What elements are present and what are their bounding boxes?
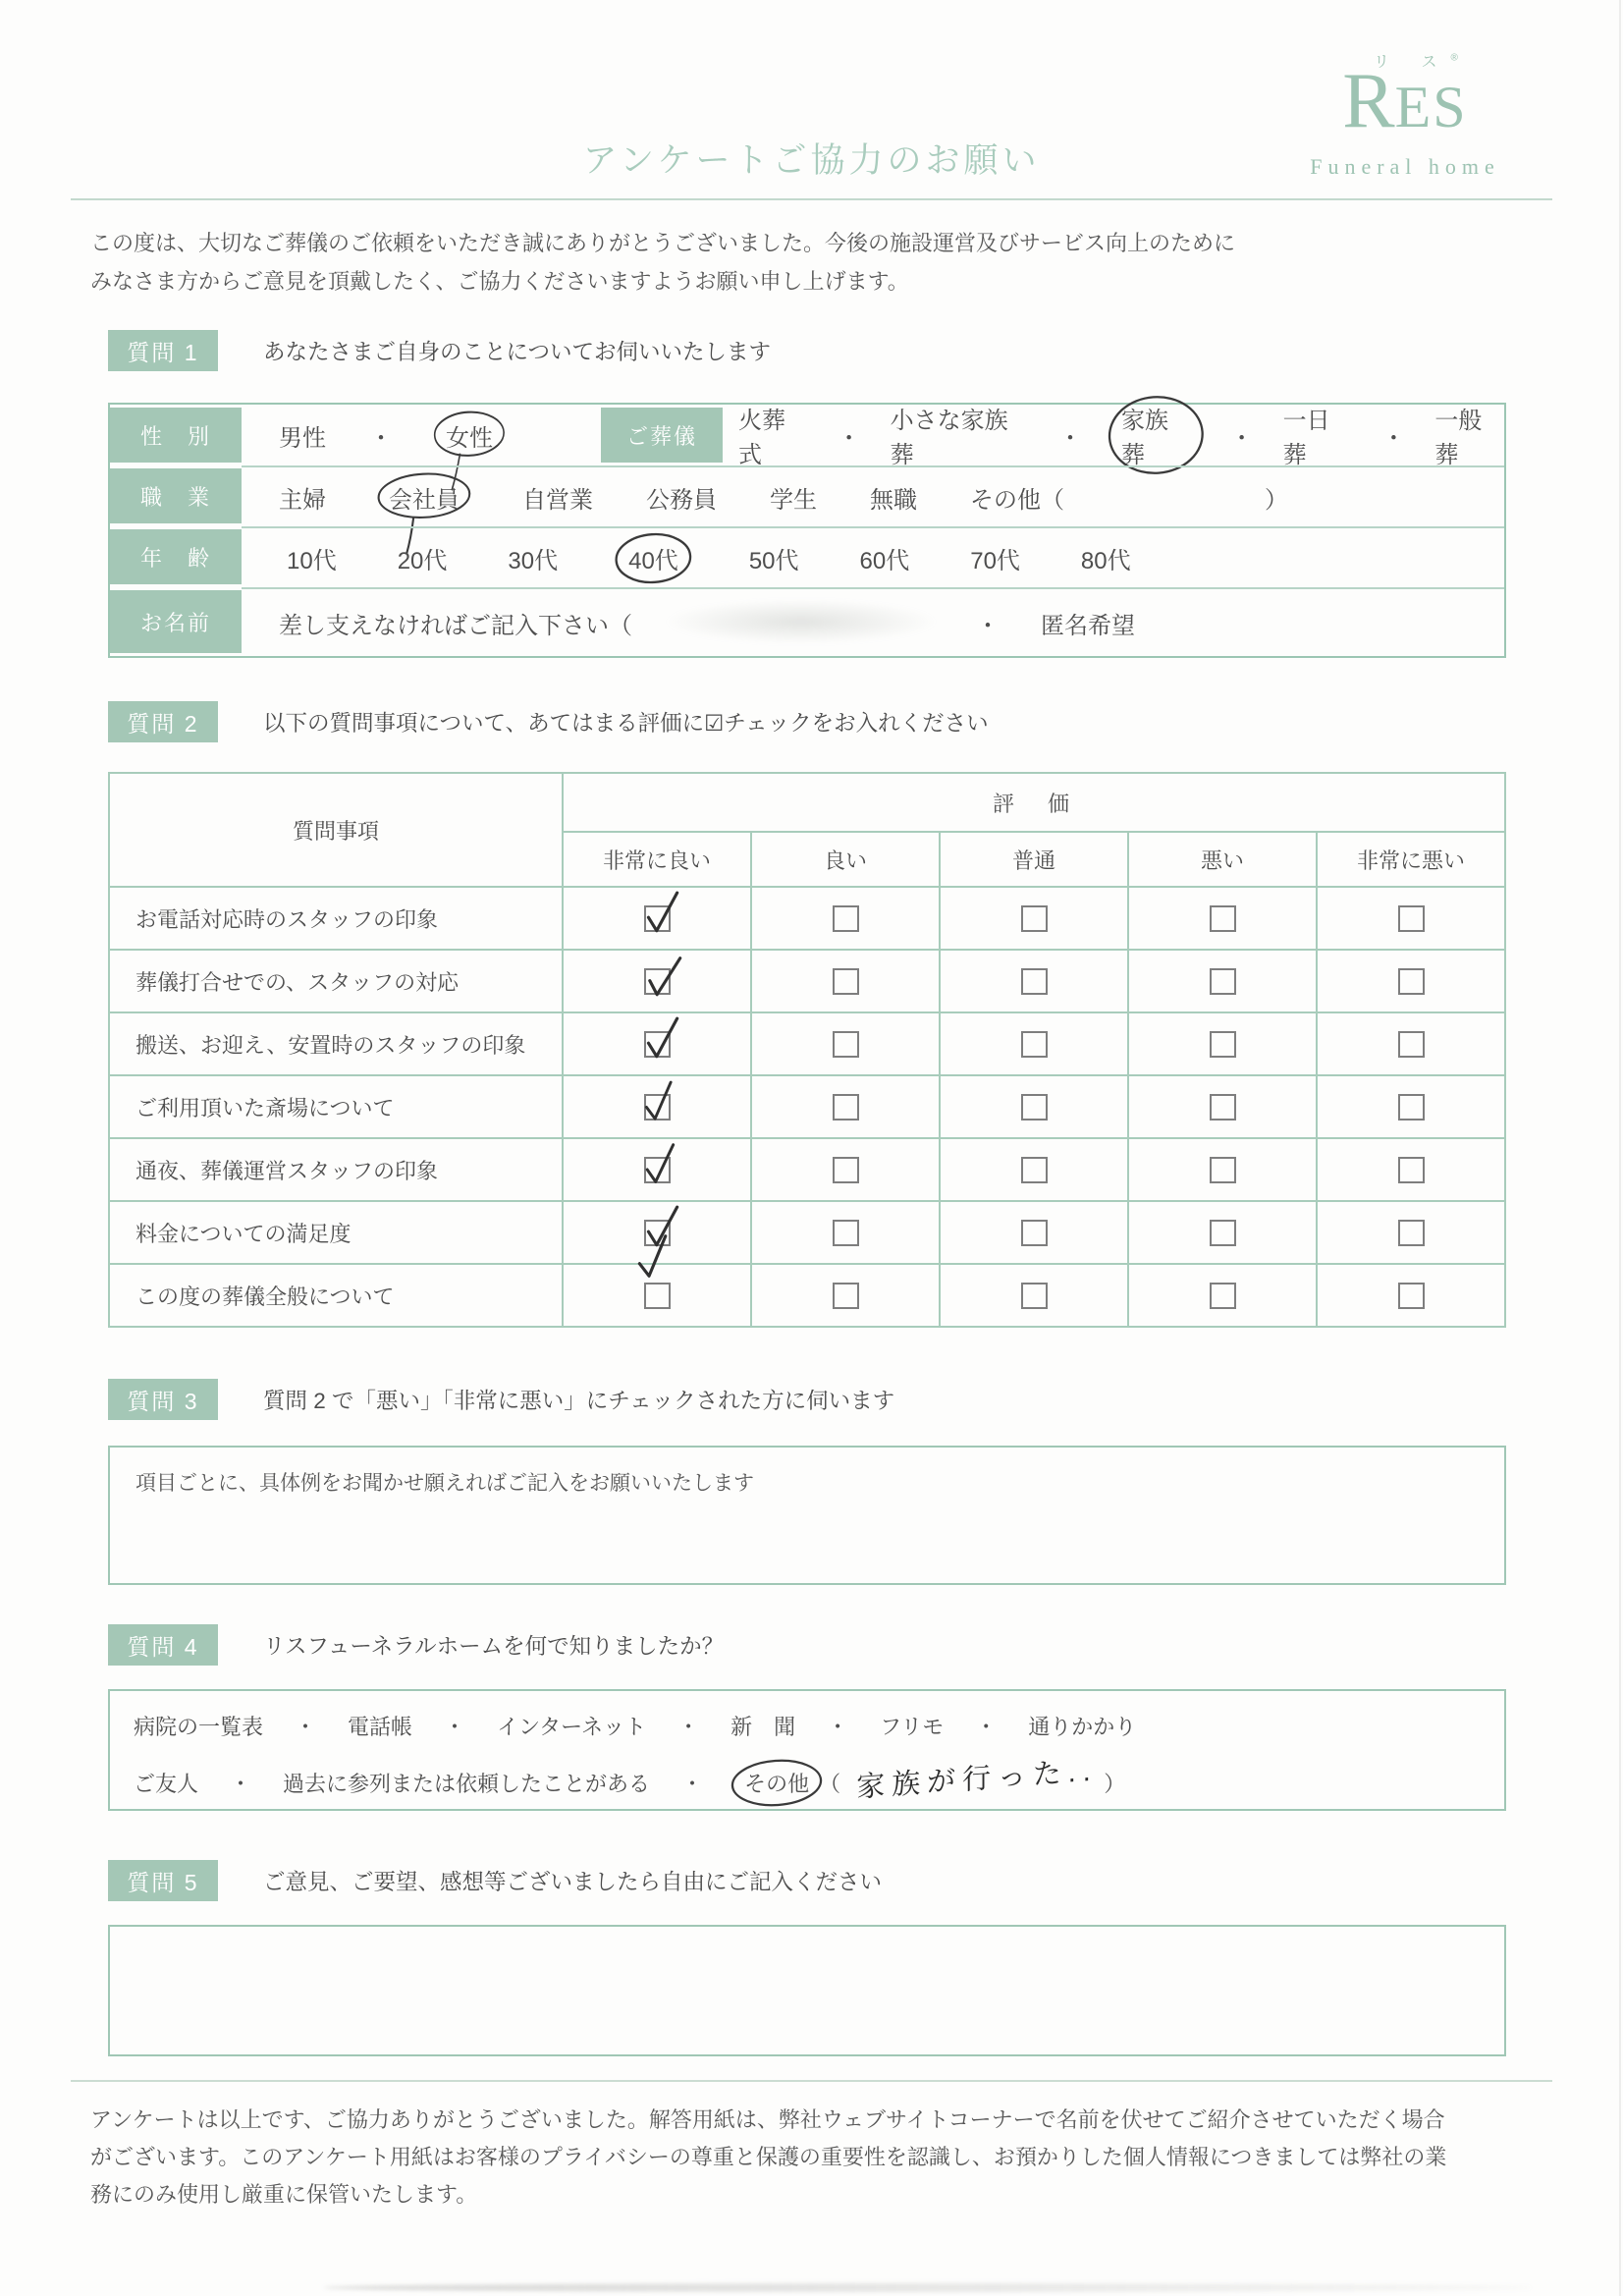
rating-cell-normal <box>940 887 1128 950</box>
name-row <box>110 587 1504 656</box>
rating-row-arrangement <box>109 950 1505 1012</box>
option-label: 家族葬 <box>1121 408 1168 468</box>
rating-cell-good <box>751 1075 940 1138</box>
handwritten-answer: 家族が行った.. <box>856 1755 1098 1804</box>
checkbox-empty <box>1398 1094 1425 1121</box>
name-label: お名前 <box>110 590 242 653</box>
q4-option-hospital-list: 病院の一覧表 <box>134 1715 264 1739</box>
age-option-80s: 80代 <box>1080 547 1131 574</box>
q4-option-past-attendance: 過去に参列または依頼したことがある <box>283 1772 651 1796</box>
funeral-option-ippanso: 一般葬 <box>1434 408 1483 468</box>
intro-line-2: みなさま方からご意見を頂戴したく、ご協力くださいますようお願い申し上げます。 <box>90 269 909 294</box>
age-option-40s-selected <box>619 535 688 581</box>
name-field <box>242 587 1504 656</box>
rating-cell-very-bad <box>1317 887 1505 950</box>
check-mark <box>643 953 683 1003</box>
checkbox-checked <box>644 905 671 932</box>
checkbox-empty <box>1021 1220 1048 1246</box>
footer-line-1: アンケートは以上です、ご協力ありがとうございました。解答用紙は、弊社ウェブサイトコーナーで名前を伏せてご紹介させていただく場合 <box>90 2107 1445 2132</box>
q4-option-furimo: フリモ <box>880 1715 945 1739</box>
question2-header <box>108 701 1623 742</box>
separator-dot: ・ <box>1381 424 1406 452</box>
separator-dot: ・ <box>681 1772 704 1796</box>
rating-header-bad: 悪い <box>1128 832 1317 887</box>
checkbox-empty <box>833 905 859 932</box>
separator-dot: ・ <box>230 1772 252 1796</box>
header-divider <box>71 198 1552 200</box>
row-label: この度の葬儀全般について <box>109 1264 563 1327</box>
age-option-30s: 30代 <box>508 547 559 574</box>
checkbox-checked <box>644 1094 671 1121</box>
age-label: 年 齢 <box>110 529 242 584</box>
question4-options-line2 <box>134 1757 1481 1809</box>
rating-cell-very-bad <box>1317 1264 1505 1327</box>
rating-cell-good <box>751 950 940 1012</box>
rating-cell-good <box>751 1201 940 1264</box>
footer-paragraph <box>90 2102 1533 2214</box>
check-mark <box>639 1078 677 1124</box>
checkbox-empty <box>1398 1031 1425 1058</box>
logo-kana <box>1374 49 1562 72</box>
question4-badge: 質問 4 <box>108 1624 218 1666</box>
rating-cell-very-bad <box>1317 950 1505 1012</box>
occupation-option-other-open: その他（ <box>970 486 1064 514</box>
age-option-10s: 10代 <box>287 547 337 574</box>
question3-heading: 質問 2 で「悪い」「非常に悪い」にチェックされた方に伺います <box>263 1389 895 1413</box>
gender-options <box>242 405 597 465</box>
q4-option-internet: インターネット <box>497 1715 647 1739</box>
question2-heading: 以下の質問事項について、あてはまる評価に☑チェックをお入れください <box>263 711 989 736</box>
occupation-row <box>110 465 1504 526</box>
scan-artifact-edge <box>1619 0 1621 2296</box>
gender-label: 性 別 <box>110 408 242 463</box>
checkbox-empty <box>833 1220 859 1246</box>
rating-cell-bad <box>1128 1138 1317 1201</box>
q4-option-other-selected <box>734 1762 819 1804</box>
rating-cell-normal <box>940 1012 1128 1075</box>
funeral-options <box>727 405 1504 468</box>
scan-artifact-bottom <box>324 2283 1532 2292</box>
separator-dot: ・ <box>976 612 1000 639</box>
rating-row-overall <box>109 1264 1505 1327</box>
q4-other-open-paren: （ <box>819 1772 841 1796</box>
q4-option-newspaper: 新 聞 <box>730 1715 796 1739</box>
question1-badge: 質問 1 <box>108 330 218 371</box>
option-label: 40代 <box>628 547 678 574</box>
question4-options-line1 <box>134 1711 1481 1741</box>
check-mark <box>643 890 680 937</box>
rating-row-phone <box>109 887 1505 950</box>
rating-cell-bad <box>1128 887 1317 950</box>
checkbox-empty <box>1210 1283 1236 1309</box>
rating-cell-bad <box>1128 1012 1317 1075</box>
occupation-option-jieigyo: 自営業 <box>522 486 593 514</box>
question2-badge: 質問 2 <box>108 701 218 742</box>
rating-cell-normal <box>940 1264 1128 1327</box>
checkbox-checked <box>644 1157 671 1183</box>
separator-dot: ・ <box>295 1715 317 1739</box>
question3-badge: 質問 3 <box>108 1379 218 1420</box>
question3-box-prompt: 項目ごとに、具体例をお聞かせ願えればご記入をお願いいたします <box>135 1472 754 1495</box>
funeral-option-chiisana-kazokuso: 小さな家族葬 <box>890 408 1008 468</box>
checkbox-empty <box>1210 1094 1236 1121</box>
question4-answer-box <box>108 1689 1506 1811</box>
rating-cell-very-good <box>563 1012 751 1075</box>
rating-cell-very-bad <box>1317 1075 1505 1138</box>
rating-cell-bad <box>1128 1264 1317 1327</box>
rating-cell-very-bad <box>1317 1012 1505 1075</box>
rating-cell-very-good <box>563 950 751 1012</box>
checkbox-empty <box>1398 905 1425 932</box>
checkbox-empty <box>833 1094 859 1121</box>
rating-header-normal: 普通 <box>940 832 1128 887</box>
question1-heading: あなたさまご自身のことについてお伺いいたします <box>263 340 772 364</box>
question5-heading: ご意見、ご要望、感想等ございましたら自由にご記入ください <box>263 1870 883 1894</box>
question1-table <box>108 403 1506 658</box>
rating-header-very-bad: 非常に悪い <box>1317 832 1505 887</box>
q4-other-close-paren: ） <box>1104 1772 1126 1796</box>
rating-header-very-good: 非常に良い <box>563 832 751 887</box>
rating-cell-bad <box>1128 1201 1317 1264</box>
question5-answer-box <box>108 1925 1506 2056</box>
rating-cell-very-good <box>563 887 751 950</box>
option-label: 会社員 <box>389 486 460 514</box>
rating-cell-good <box>751 1138 940 1201</box>
question5-header <box>108 1860 1623 1901</box>
checkbox-empty <box>1021 1031 1048 1058</box>
anonymous-option: 匿名希望 <box>1041 612 1135 639</box>
rating-cell-good <box>751 1012 940 1075</box>
checkbox-empty <box>1021 1157 1048 1183</box>
page-title: アンケートご協力のお願い <box>582 141 1041 180</box>
rating-cell-good <box>751 1264 940 1327</box>
funeral-option-ichinichiso: 一日葬 <box>1282 408 1330 468</box>
question4-header <box>108 1624 1623 1666</box>
row-label: 通夜、葬儀運営スタッフの印象 <box>109 1138 563 1201</box>
checkbox-empty <box>833 1031 859 1058</box>
separator-dot: ・ <box>837 424 861 452</box>
footer-divider <box>71 2080 1552 2082</box>
funeral-option-kazokuso-selected <box>1111 395 1201 475</box>
checkbox-checked <box>644 1031 671 1058</box>
occupation-option-shufu: 主婦 <box>279 486 326 514</box>
rating-row-venue <box>109 1075 1505 1138</box>
question5-badge: 質問 5 <box>108 1860 218 1901</box>
check-mark <box>643 1015 680 1063</box>
footer-line-2: がございます。このアンケート用紙はお客様のプライバシーの尊重と保護の重要性を認識し、お預かりした個人情報につきましては弊社の業 <box>90 2145 1447 2169</box>
footer-line-3: 務にのみ使用し厳重に保管いたします。 <box>90 2182 478 2207</box>
checkbox-empty <box>833 1283 859 1309</box>
rating-cell-normal <box>940 950 1128 1012</box>
intro-paragraph <box>90 224 1533 301</box>
rating-cell-normal <box>940 1075 1128 1138</box>
occupation-option-mushoku: 無職 <box>870 486 917 514</box>
occupation-option-kaishain-selected <box>379 474 469 520</box>
question1-header <box>108 330 1623 371</box>
column-header-rating: 評 価 <box>563 773 1505 832</box>
row-label: 搬送、お迎え、安置時のスタッフの印象 <box>109 1012 563 1075</box>
option-label: その他 <box>744 1772 810 1796</box>
gender-option-female-selected <box>436 412 503 459</box>
rating-cell-bad <box>1128 950 1317 1012</box>
checkbox-checked <box>644 968 671 995</box>
checkbox-empty <box>1398 1283 1425 1309</box>
gender-funeral-row <box>110 405 1504 468</box>
q4-option-passing-by: 通りかかり <box>1028 1715 1137 1739</box>
rating-row-wake <box>109 1138 1505 1201</box>
checkbox-empty <box>1210 1157 1236 1183</box>
row-label: 料金についての満足度 <box>109 1201 563 1264</box>
occupation-options <box>242 465 1504 526</box>
intro-line-1: この度は、大切なご葬儀のご依頼をいただき誠にありがとうございました。今後の施設運営及びサービス向上のために <box>90 231 1236 255</box>
check-mark <box>630 1232 673 1284</box>
occupation-option-gakusei: 学生 <box>770 486 817 514</box>
logo-subtitle: Funeral home <box>1310 154 1500 179</box>
row-label: お電話対応時のスタッフの印象 <box>109 887 563 950</box>
rating-cell-very-good <box>563 1264 751 1327</box>
funeral-label: ご葬儀 <box>601 408 723 463</box>
rating-header-good: 良い <box>751 832 940 887</box>
funeral-option-kasoshiki: 火葬式 <box>738 408 785 468</box>
checkbox-empty <box>1021 1283 1048 1309</box>
question4-heading: リスフューネラルホームを何で知りましたか？ <box>263 1634 725 1659</box>
separator-dot: ・ <box>369 424 393 452</box>
gender-option-male: 男性 <box>279 424 326 452</box>
rating-cell-very-good <box>563 1075 751 1138</box>
option-label: 女性 <box>446 424 493 452</box>
checkbox-empty <box>1210 968 1236 995</box>
checkbox-empty <box>1021 968 1048 995</box>
checkbox-with-mark-above <box>644 1283 671 1309</box>
row-label: ご利用頂いた斎場について <box>109 1075 563 1138</box>
separator-dot: ・ <box>1229 424 1254 452</box>
checkbox-empty <box>1398 1220 1425 1246</box>
rating-cell-very-good <box>563 1138 751 1201</box>
rating-cell-good <box>751 887 940 950</box>
erased-name-smudge <box>664 599 939 644</box>
separator-dot: ・ <box>975 1715 998 1739</box>
q4-option-phonebook: 電話帳 <box>348 1715 413 1739</box>
logo-letters-es: ES <box>1394 75 1468 139</box>
age-option-70s: 70代 <box>970 547 1020 574</box>
rating-table <box>108 772 1506 1328</box>
row-label: 葬儀打合せでの、スタッフの対応 <box>109 950 563 1012</box>
registered-mark: ® <box>1450 52 1458 64</box>
separator-dot: ・ <box>1058 424 1082 452</box>
checkbox-empty <box>833 968 859 995</box>
rating-row-price <box>109 1201 1505 1264</box>
question3-header <box>108 1379 1623 1420</box>
age-option-20s: 20代 <box>397 547 448 574</box>
column-header-item: 質問事項 <box>109 773 563 887</box>
occupation-label: 職 業 <box>110 468 242 523</box>
checkbox-empty <box>1210 1220 1236 1246</box>
question3-answer-box <box>108 1446 1506 1585</box>
checkbox-empty <box>1021 1094 1048 1121</box>
q4-option-friend: ご友人 <box>134 1772 199 1796</box>
age-options <box>242 526 1504 587</box>
checkbox-empty <box>1398 1157 1425 1183</box>
checkbox-empty <box>1210 905 1236 932</box>
checkbox-empty <box>1210 1031 1236 1058</box>
checkbox-empty <box>1398 968 1425 995</box>
logo-kana-text: リ ス <box>1374 54 1451 71</box>
company-logo <box>1248 49 1562 180</box>
age-row <box>110 526 1504 587</box>
separator-dot: ・ <box>827 1715 849 1739</box>
separator-dot: ・ <box>444 1715 466 1739</box>
logo-letter-r: R <box>1342 58 1395 144</box>
rating-cell-very-bad <box>1317 1201 1505 1264</box>
rating-cell-very-bad <box>1317 1138 1505 1201</box>
rating-cell-bad <box>1128 1075 1317 1138</box>
checkbox-empty <box>833 1157 859 1183</box>
separator-dot: ・ <box>677 1715 700 1739</box>
occupation-other-close-paren: ） <box>1265 486 1288 514</box>
rating-cell-normal <box>940 1201 1128 1264</box>
rating-cell-normal <box>940 1138 1128 1201</box>
rating-row-transport <box>109 1012 1505 1075</box>
checkbox-empty <box>1021 905 1048 932</box>
age-option-50s: 50代 <box>748 547 799 574</box>
age-option-60s: 60代 <box>859 547 910 574</box>
check-mark <box>640 1141 677 1187</box>
name-prompt: 差し支えなければご記入下さい（ <box>279 612 632 639</box>
occupation-option-komuin: 公務員 <box>646 486 717 514</box>
